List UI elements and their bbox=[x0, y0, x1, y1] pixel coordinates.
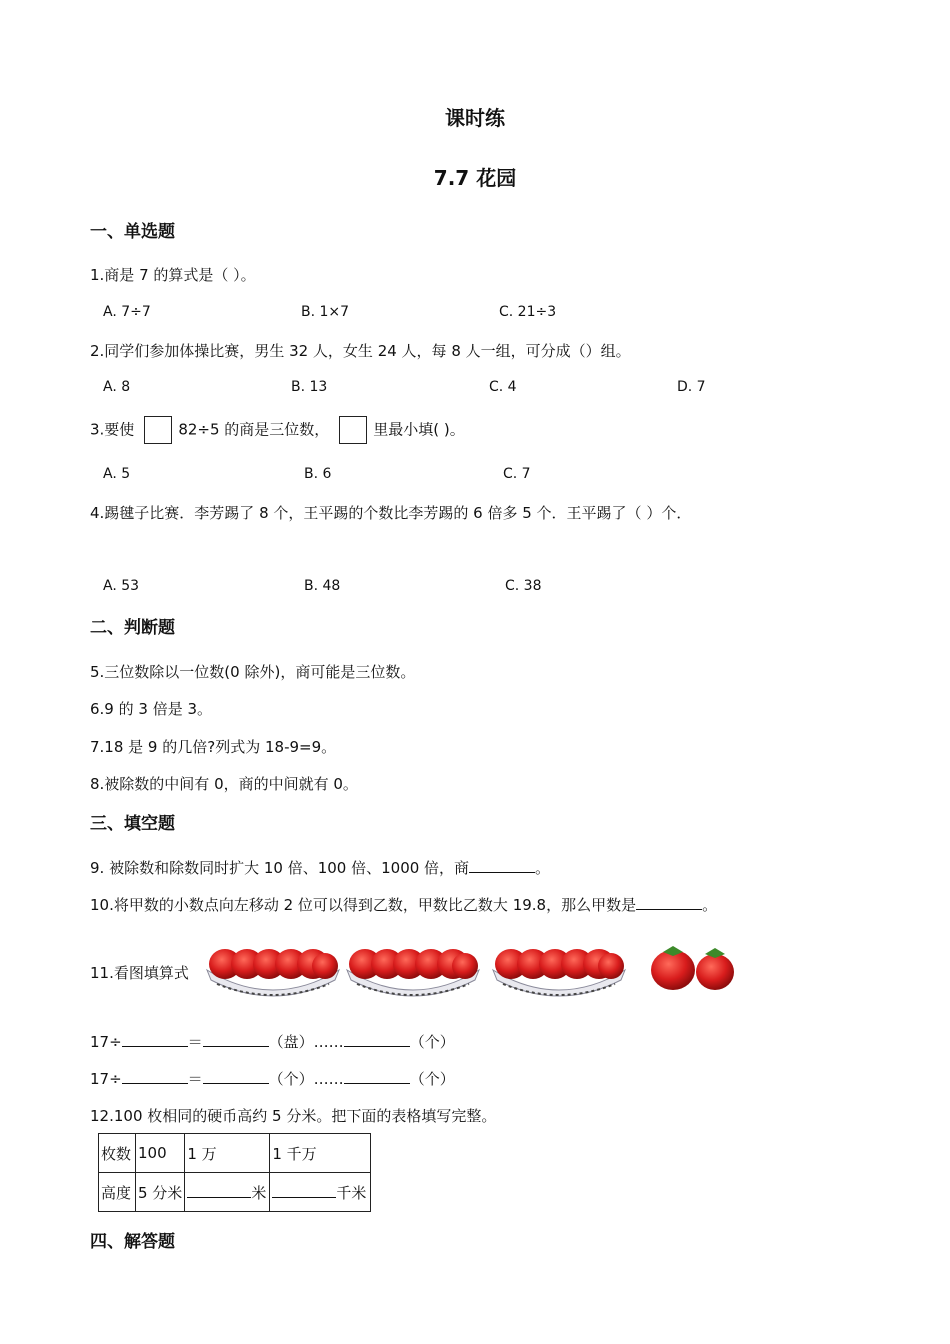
q11-row1-unit-2: （个） bbox=[409, 1033, 455, 1051]
q11-row1-blank-2[interactable] bbox=[203, 1032, 269, 1047]
q3-answer-box-1[interactable] bbox=[144, 416, 172, 444]
q3-option-b[interactable]: B. 6 bbox=[304, 466, 332, 482]
q3-option-c[interactable]: C. 7 bbox=[503, 466, 531, 482]
q3-middle: 82÷5 的商是三位数， bbox=[178, 420, 330, 439]
question-11-label: 11.看图填算式 bbox=[90, 964, 189, 982]
question-5: 5.三位数除以一位数(0 除外)，商可能是三位数。 bbox=[90, 663, 416, 681]
q12-blank-meters[interactable] bbox=[187, 1183, 251, 1198]
q11-row2-unit-1: （个）…… bbox=[268, 1070, 344, 1088]
q1-option-c[interactable]: C. 21÷3 bbox=[499, 304, 557, 320]
plate-icon bbox=[347, 949, 479, 996]
table-cell-answer[interactable] bbox=[270, 1173, 371, 1212]
section-heading-fill-in: 三、填空题 bbox=[90, 814, 175, 834]
q2-option-c[interactable]: C. 4 bbox=[489, 379, 517, 395]
table-cell: 1 万 bbox=[185, 1134, 270, 1173]
q1-option-a[interactable]: A. 7÷7 bbox=[103, 304, 151, 320]
section-heading-single-choice: 一、单选题 bbox=[90, 222, 175, 242]
q11-row1-unit-1: （盘）…… bbox=[268, 1033, 344, 1051]
question-7: 7.18 是 9 的几倍?列式为 18-9=9。 bbox=[90, 738, 337, 756]
q10-answer-blank[interactable] bbox=[636, 895, 702, 910]
q4-option-c[interactable]: C. 38 bbox=[505, 578, 542, 594]
q10-end: 。 bbox=[702, 896, 718, 914]
question-2: 2.同学们参加体操比赛，男生 32 人，女生 24 人，每 8 人一组，可分成（）组。 bbox=[90, 342, 631, 360]
q3-suffix: 里最小填( )。 bbox=[373, 420, 465, 439]
q4-option-a[interactable]: A. 53 bbox=[103, 578, 140, 594]
section-heading-true-false: 二、判断题 bbox=[90, 618, 175, 638]
section-heading-solve: 四、解答题 bbox=[90, 1232, 175, 1252]
question-10 bbox=[90, 894, 717, 915]
question-1: 1.商是 7 的算式是（ ）。 bbox=[90, 266, 256, 284]
q11-row2-start: 17÷ bbox=[90, 1070, 122, 1088]
unit-label: 米 bbox=[251, 1183, 267, 1202]
q4-option-b[interactable]: B. 48 bbox=[304, 578, 341, 594]
table-row bbox=[99, 1134, 371, 1173]
q11-row-1 bbox=[90, 1031, 455, 1052]
table-cell: 100 bbox=[136, 1134, 185, 1173]
question-8: 8.被除数的中间有 0，商的中间就有 0。 bbox=[90, 775, 358, 793]
page-title: 课时练 bbox=[445, 106, 505, 130]
table-cell: 5 分米 bbox=[136, 1173, 185, 1212]
page-subtitle: 7.7 花园 bbox=[433, 166, 517, 190]
q9-end: 。 bbox=[535, 859, 551, 877]
question-6: 6.9 的 3 倍是 3。 bbox=[90, 700, 213, 718]
q2-option-b[interactable]: B. 13 bbox=[291, 379, 328, 395]
table-cell: 枚数 bbox=[99, 1134, 136, 1173]
question-12: 12.100 枚相同的硬币高约 5 分米。把下面的表格填写完整。 bbox=[90, 1107, 497, 1125]
table-row bbox=[99, 1173, 371, 1212]
table-cell: 1 千万 bbox=[270, 1134, 371, 1173]
q11-row1-start: 17÷ bbox=[90, 1033, 122, 1051]
question-4: 4.踢毽子比赛．李芳踢了 8 个，王平踢的个数比李芳踢的 6 倍多 5 个．王平踢了（ ）个． bbox=[90, 504, 692, 522]
q12-blank-kilometers[interactable] bbox=[272, 1183, 336, 1198]
table-cell-answer[interactable] bbox=[185, 1173, 270, 1212]
unit-label: 千米 bbox=[336, 1183, 367, 1202]
q11-row2-blank-1[interactable] bbox=[122, 1069, 188, 1084]
q3-option-a[interactable]: A. 5 bbox=[103, 466, 131, 482]
strawberry-icon bbox=[651, 946, 734, 990]
strawberry-illustration bbox=[205, 940, 745, 1002]
q9-text: 9. 被除数和除数同时扩大 10 倍、100 倍、1000 倍，商 bbox=[90, 859, 470, 877]
q3-answer-box-2[interactable] bbox=[339, 416, 367, 444]
q2-option-d[interactable]: D. 7 bbox=[677, 379, 706, 395]
q11-row1-blank-1[interactable] bbox=[122, 1032, 188, 1047]
question-9 bbox=[90, 857, 550, 878]
q9-answer-blank[interactable] bbox=[469, 858, 535, 873]
q11-row2-equals: ＝ bbox=[187, 1070, 203, 1088]
q10-text: 10.将甲数的小数点向左移动 2 位可以得到乙数，甲数比乙数大 19.8，那么甲数是 bbox=[90, 896, 637, 914]
coin-height-table bbox=[98, 1133, 371, 1212]
q1-option-b[interactable]: B. 1×7 bbox=[301, 304, 350, 320]
q11-row1-blank-3[interactable] bbox=[344, 1032, 410, 1047]
q3-prefix: 3.要使 bbox=[90, 420, 135, 439]
q11-row1-equals: ＝ bbox=[187, 1033, 203, 1051]
q11-row2-blank-3[interactable] bbox=[344, 1069, 410, 1084]
plate-icon bbox=[493, 949, 625, 996]
question-3 bbox=[90, 416, 465, 444]
table-cell: 高度 bbox=[99, 1173, 136, 1212]
q11-row2-unit-2: （个） bbox=[409, 1070, 455, 1088]
q11-row2-blank-2[interactable] bbox=[203, 1069, 269, 1084]
plate-icon bbox=[207, 949, 339, 996]
q11-row-2 bbox=[90, 1068, 455, 1089]
q2-option-a[interactable]: A. 8 bbox=[103, 379, 131, 395]
